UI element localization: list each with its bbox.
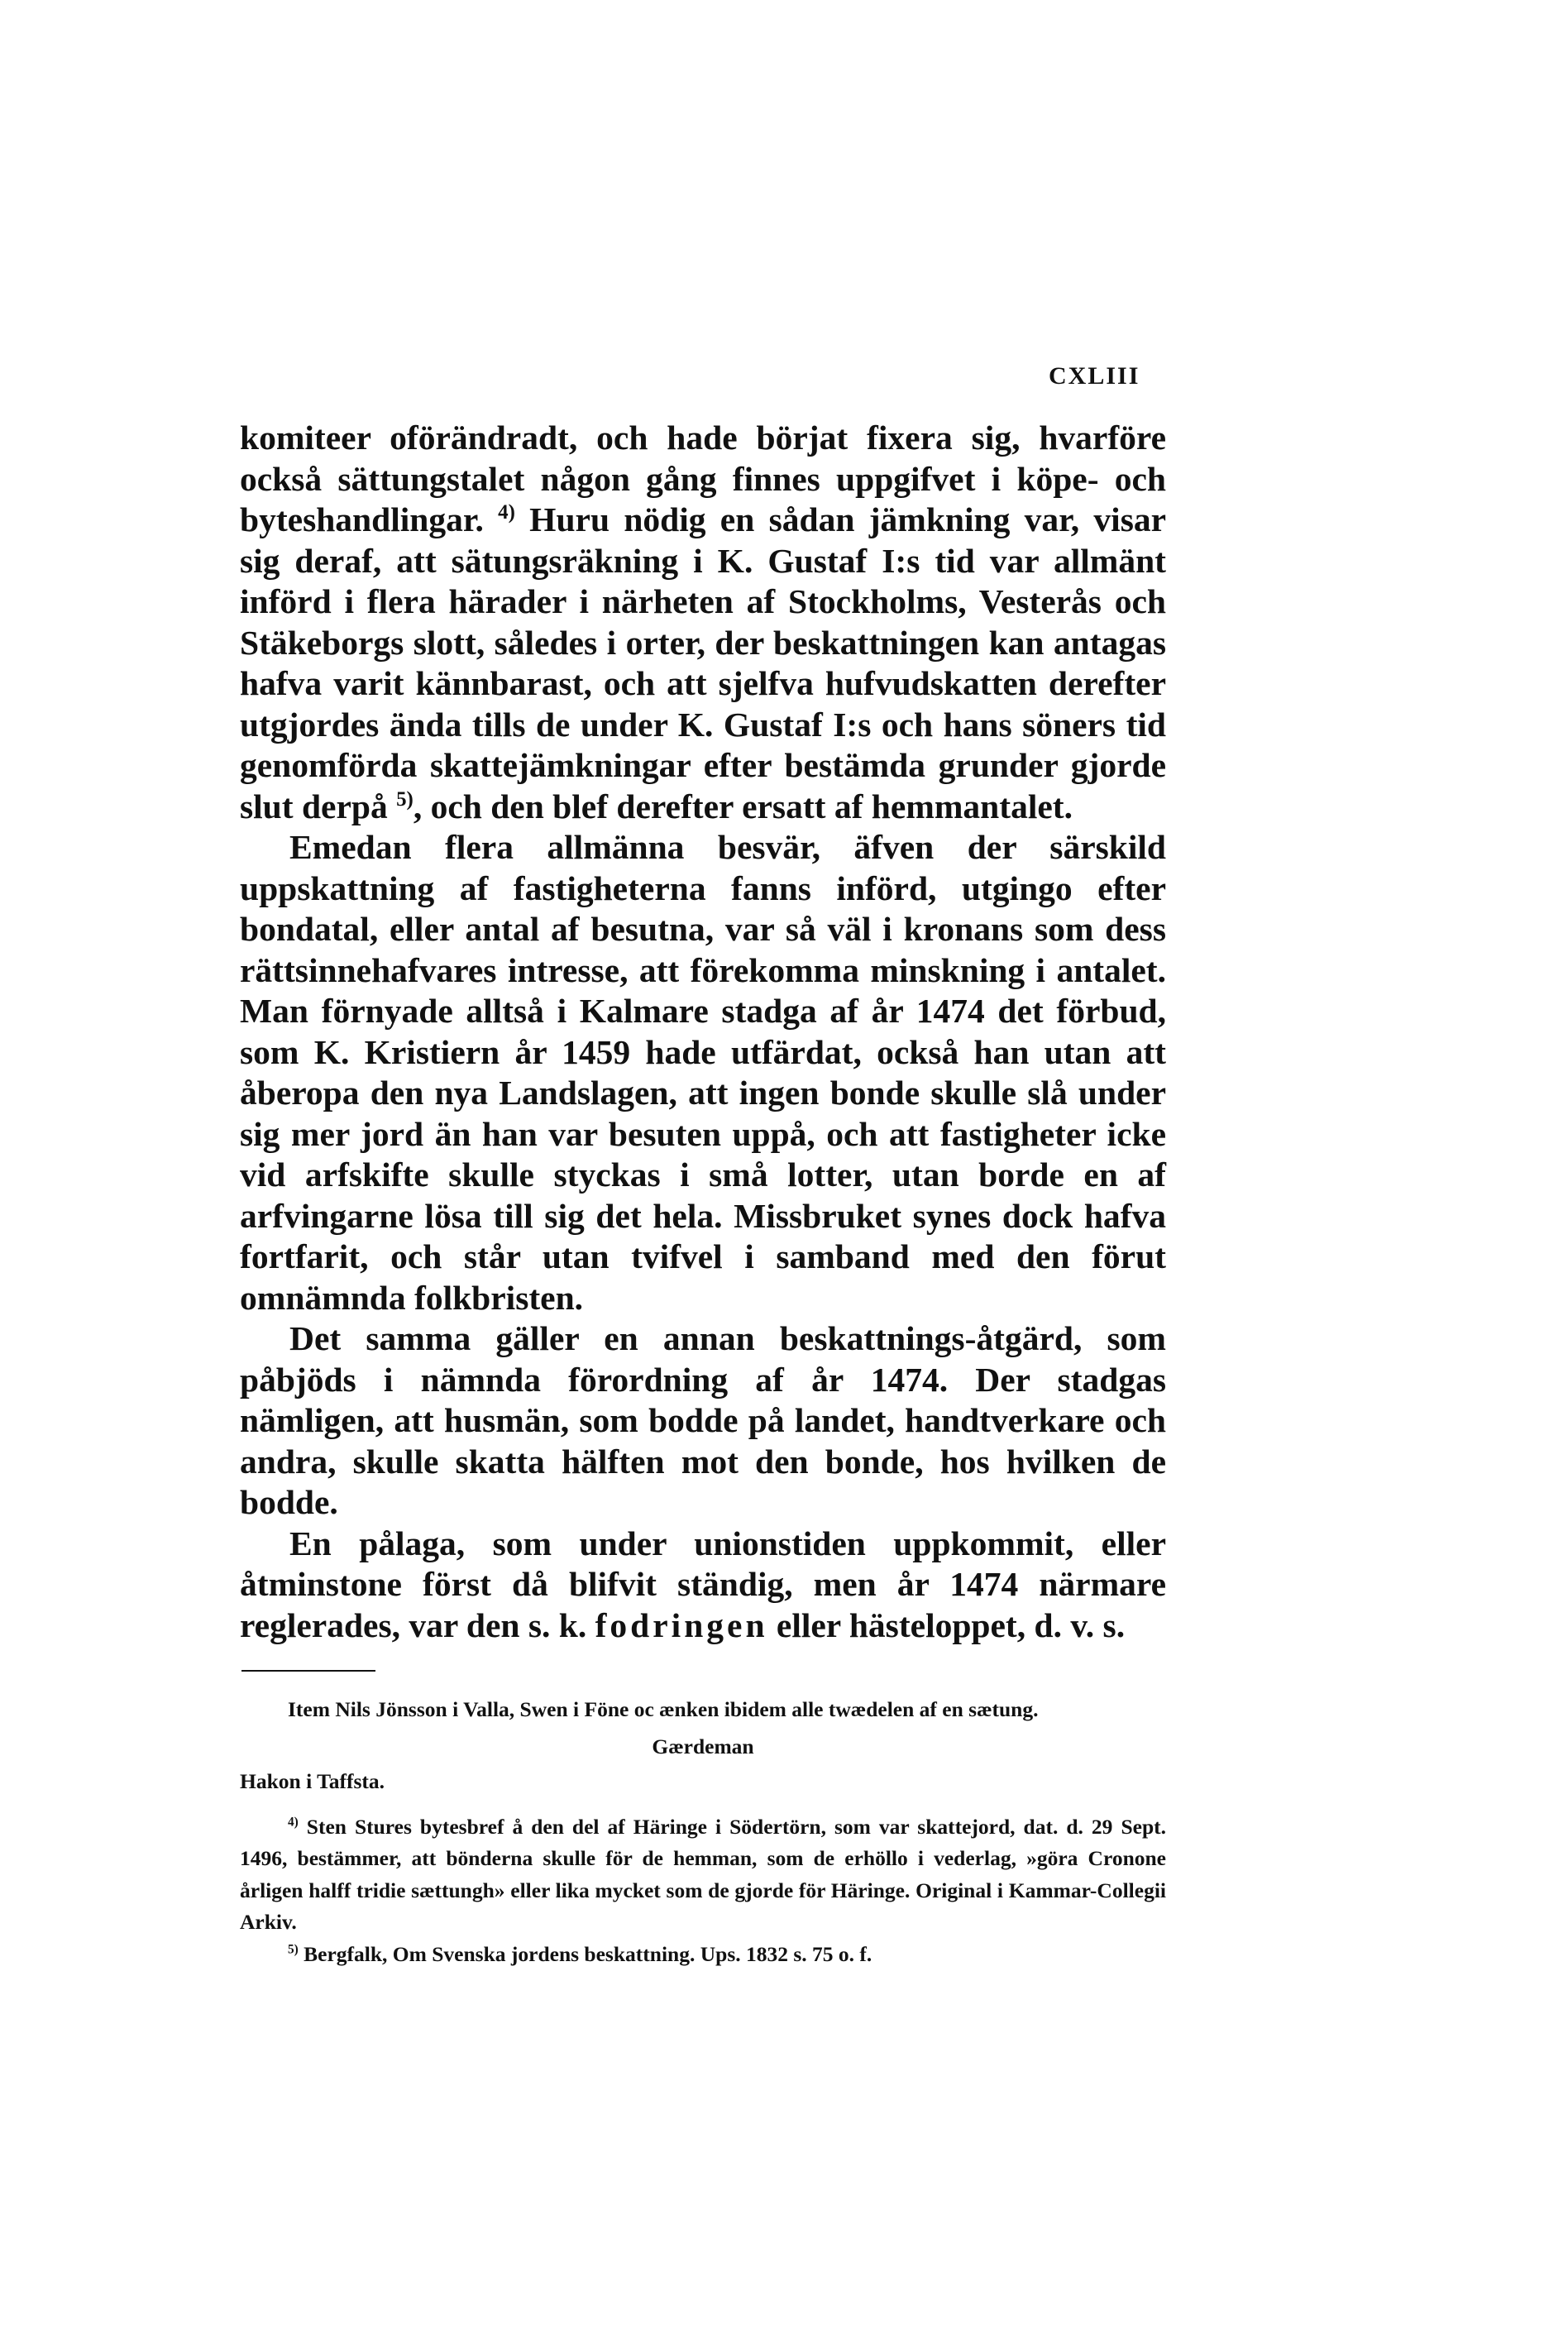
note-line-1: Item Nils Jönsson i Valla, Swen i Föne oc ænken ibidem alle twædelen af en sætung. bbox=[288, 1697, 1039, 1721]
paragraph-2: Emedan flera allmänna besvär, äfven der särskild uppskattning af fastigheterna fanns införd, utgingo efter bondatal, eller antal af besutna, var så väl i kronans som dess rättsinnehafvares intresse, att förekomma minskning i antalet. Man förnyade alltså i Kalmare stadga af år 1474 det förbud, som K. Kristiern år 1459 hade utfärdat, också han utan att åberopa den nya Landslagen, att ingen bonde skulle slå under sig mer jord än han var besuten uppå, och att fastigheter icke vid arfskifte skulle styckas i små lotter, utan borde en af arfvingarne lösa till sig det hela. Missbruket synes dock hafva fortfarit, och står utan tvifvel i samband med den förut omnämnda folkbristen. bbox=[240, 828, 1166, 1317]
paragraph-1-cont: Huru nödig en sådan jämkning var, visar sig deraf, att sätungsräkning i K. Gustaf I:s tid var allmänt införd i flera härader i närheten af Stockholms, Vesterås och Stäkeborgs slott, således i orter, der beskattningen kan antagas hafva varit kännbarast, och att sjelfva hufvudskatten derefter utgjordes ända tills de under K. Gustaf I:s och hans söners tid genomförda skattejämkningar efter bestämda grunder gjorde slut derpå bbox=[240, 500, 1167, 825]
main-text bbox=[240, 418, 1166, 1646]
footnote-5 bbox=[240, 1939, 1166, 1971]
footnote-5-marker: 5) bbox=[288, 1942, 299, 1956]
paragraph-4-spaced-term: fodringen bbox=[595, 1605, 768, 1644]
paragraph-4 bbox=[240, 1524, 1166, 1647]
footnote-4 bbox=[240, 1811, 1166, 1939]
footnote-4-marker: 4) bbox=[288, 1815, 299, 1829]
paragraph-4-text: En pålaga, som under unionstiden uppkommit, eller åtminstone först då blifvit ständig, men år 1474 närmare reglerades, var den s. k. bbox=[240, 1524, 1166, 1644]
footnotes bbox=[240, 1694, 1166, 1970]
paragraph-4-end: eller hästeloppet, d. v. s. bbox=[776, 1605, 1126, 1644]
paragraph-1-text: komiteer oförändradt, och hade börjat fixera sig, hvarföre också sättungstalet någon gång finnes uppgifvet i köpe- och byteshandlingar. bbox=[240, 419, 1166, 538]
note-line-3: Hakon i Taffsta. bbox=[240, 1769, 385, 1793]
paragraph-3: Det samma gäller en annan beskattnings-åtgärd, som påbjöds i nämnda förordning af år 1474. Der stadgas nämligen, att husmän, som bodde på landet, handtverkare och andra, skulle skatta hälften mot den bonde, hos hvilken de bodde. bbox=[240, 1319, 1166, 1521]
footnote-rule bbox=[241, 1670, 375, 1672]
page-number: CXLIII bbox=[1049, 362, 1140, 390]
footnote-ref-5: 5) bbox=[396, 787, 414, 811]
note-line-2: Gærdeman bbox=[652, 1734, 754, 1758]
footnote-5-text: Bergfalk, Om Svenska jordens beskattning. Ups. 1832 s. 75 o. f. bbox=[304, 1941, 872, 1966]
footnote-4-text: Sten Stures bytesbref å den del af Häringe i Södertörn, som var skattejord, dat. d. 29 Sept. 1496, bestämmer, att bönderna skulle för de hemman, som de erhöllo i vederlag, »göra Cronone årligen halff tridie sættungh» eller lika mycket som de gjorde för Häringe. Original i Kammar-Collegii Arkiv. bbox=[240, 1814, 1166, 1934]
paragraph-1 bbox=[240, 418, 1166, 827]
footnote-ref-4: 4) bbox=[498, 501, 515, 524]
paragraph-1-end: , och den blef derefter ersatt af hemmantalet. bbox=[413, 787, 1073, 825]
